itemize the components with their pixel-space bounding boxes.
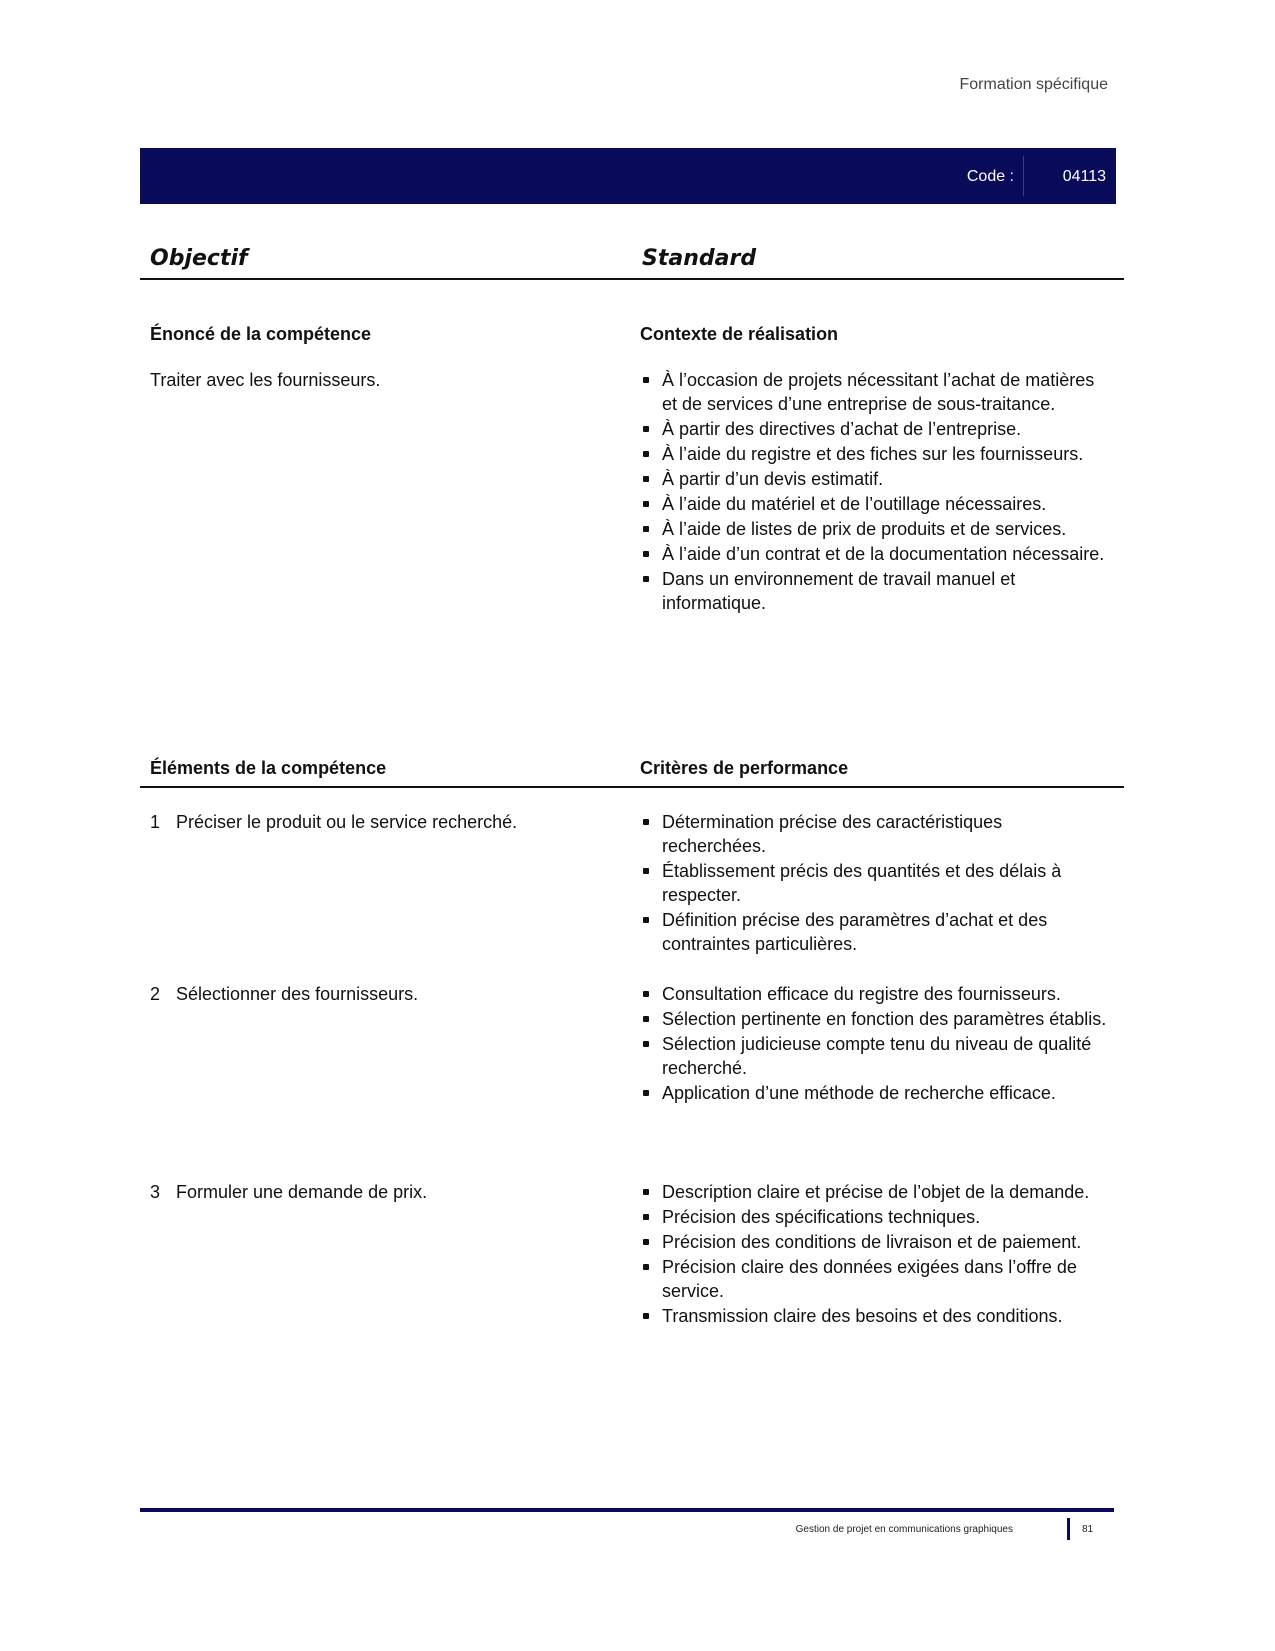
bullet-icon — [643, 819, 649, 825]
context-list — [640, 368, 1110, 616]
context-item: À partir des directives d’achat de l’entreprise. — [640, 417, 1110, 441]
title-rule — [140, 278, 1124, 280]
bullet-icon — [643, 1239, 649, 1245]
bullet-icon — [643, 1189, 649, 1195]
element-number: 1 — [150, 812, 161, 832]
criteria-list — [640, 1180, 1110, 1329]
standard-title: Standard — [642, 246, 757, 271]
competence-heading: Énoncé de la compétence — [150, 324, 372, 344]
criteria-list — [640, 810, 1110, 957]
objectif-title: Objectif — [150, 246, 248, 271]
context-heading: Contexte de réalisation — [640, 324, 839, 344]
bullet-icon — [643, 501, 649, 507]
bullet-icon — [643, 1264, 649, 1270]
code-value: 04113 — [1062, 168, 1106, 185]
criteria-item: Description claire et précise de l’objet de la demande. — [640, 1180, 1110, 1204]
bullet-icon — [643, 1016, 649, 1022]
footer-rule — [140, 1508, 1114, 1512]
code-bar — [140, 148, 1116, 204]
elements-heading: Éléments de la compétence — [150, 758, 387, 778]
bullet-icon — [643, 526, 649, 532]
context-item: À l’aide du registre et des fiches sur les fournisseurs. — [640, 442, 1110, 466]
context-item: À l’aide du matériel et de l’outillage nécessaires. — [640, 492, 1110, 516]
element-number: 3 — [150, 1182, 161, 1202]
element-label: 3 Formuler une demande de prix. — [150, 1182, 428, 1202]
context-item: À partir d’un devis estimatif. — [640, 467, 1110, 491]
criteria-heading: Critères de performance — [640, 758, 849, 778]
context-item: À l’aide de listes de prix de produits et de services. — [640, 517, 1110, 541]
bullet-icon — [643, 476, 649, 482]
criteria-item: Précision des conditions de livraison et de paiement. — [640, 1230, 1110, 1254]
bullet-icon — [643, 551, 649, 557]
context-bullets — [640, 368, 1110, 615]
footer-separator — [1067, 1518, 1070, 1540]
bullet-icon — [643, 451, 649, 457]
element-number: 2 — [150, 984, 161, 1004]
bullet-icon — [643, 1041, 649, 1047]
bullet-icon — [643, 917, 649, 923]
criteria-list — [640, 982, 1110, 1106]
criteria-item: Application d’une méthode de recherche efficace. — [640, 1081, 1110, 1105]
criteria-item: Précision des spécifications techniques. — [640, 1205, 1110, 1229]
criteria-item: Précision claire des données exigées dans l’offre de service. — [640, 1255, 1110, 1303]
code-separator — [1023, 156, 1024, 196]
context-item: Dans un environnement de travail manuel et informatique. — [640, 567, 1110, 615]
element-label: 1 Préciser le produit ou le service recherché. — [150, 812, 518, 832]
footer-text: Gestion de projet en communications graphiques — [795, 1524, 1013, 1535]
criteria-item: Consultation efficace du registre des fournisseurs. — [640, 982, 1110, 1006]
criteria-item: Établissement précis des quantités et des délais à respecter. — [640, 859, 1110, 907]
bullet-icon — [643, 1313, 649, 1319]
bullet-icon — [643, 426, 649, 432]
criteria-item: Détermination précise des caractéristiques recherchées. — [640, 810, 1110, 858]
page-number: 81 — [1082, 1524, 1094, 1535]
bullet-icon — [643, 991, 649, 997]
criteria-item: Sélection judicieuse compte tenu du niveau de qualité recherché. — [640, 1032, 1110, 1080]
competence-statement: Traiter avec les fournisseurs. — [150, 370, 381, 390]
criteria-item: Définition précise des paramètres d’achat et des contraintes particulières. — [640, 908, 1110, 956]
context-item: À l’aide d’un contrat et de la documentation nécessaire. — [640, 542, 1110, 566]
bullet-icon — [643, 1090, 649, 1096]
code-label: Code : — [966, 168, 1014, 185]
elements-rule — [140, 786, 1124, 788]
bullet-icon — [643, 377, 649, 383]
criteria-item: Sélection pertinente en fonction des paramètres établis. — [640, 1007, 1110, 1031]
context-item: À l’occasion de projets nécessitant l’achat de matières et de services d’une entreprise de sous-traitance. — [640, 368, 1110, 416]
bullet-icon — [643, 868, 649, 874]
criteria-item: Transmission claire des besoins et des conditions. — [640, 1304, 1110, 1328]
formation-label: Formation spécifique — [959, 76, 1108, 93]
bullet-icon — [643, 576, 649, 582]
element-label: 2 Sélectionner des fournisseurs. — [150, 984, 419, 1004]
bullet-icon — [643, 1214, 649, 1220]
